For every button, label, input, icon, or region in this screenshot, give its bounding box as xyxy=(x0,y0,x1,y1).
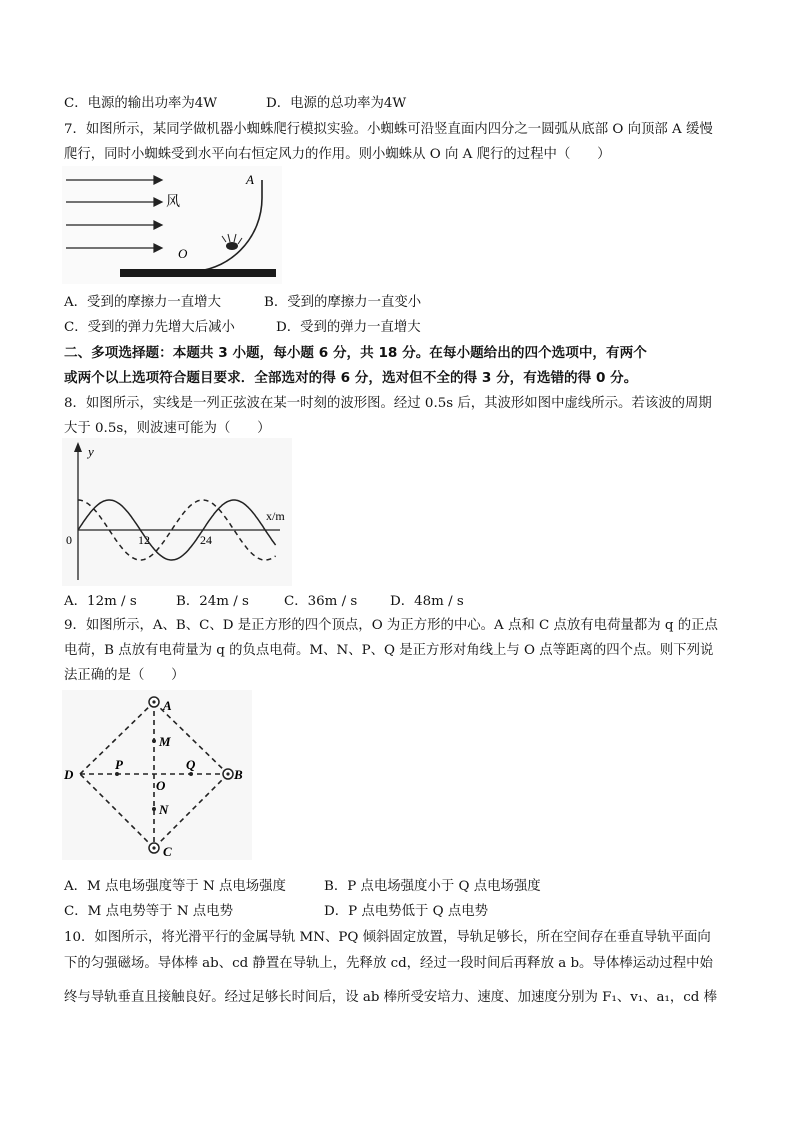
q6-option-c: C．电源的输出功率为4W xyxy=(64,96,218,111)
q9-option-c: C．M 点电势等于 N 点电势 xyxy=(64,904,233,919)
wind-label: 风 xyxy=(166,195,180,210)
q10-stem-line2: 下的匀强磁场。导体棒 ab、cd 静置在导轨上，先释放 cd，经过一段时间后再释放 a b。导体棒运动过程中始 xyxy=(64,956,713,971)
label-m: M xyxy=(159,734,171,749)
label-d: D xyxy=(64,767,74,782)
ground-bar xyxy=(120,269,276,277)
point-m-dot xyxy=(152,739,156,743)
q6-option-d: D．电源的总功率为4W xyxy=(266,96,407,111)
x-axis-label: x/m xyxy=(266,509,285,523)
tick-label-24: 24 xyxy=(200,533,212,547)
q10-stem-line1: 10．如图所示，将光滑平行的金属导轨 MN、PQ 倾斜固定放置，导轨足够长，所在空间存在垂直导轨平面向 xyxy=(64,930,711,945)
label-n: N xyxy=(159,802,169,817)
q7-figure-spider-arc xyxy=(62,166,282,284)
section2-header-line1: 二、多项选择题：本题共 3 小题，每小题 6 分，共 18 分。在每小题给出的四个选项中，有两个 xyxy=(64,345,647,361)
q7-option-c: C．受到的弹力先增大后减小 xyxy=(64,320,235,335)
point-p-dot xyxy=(115,772,119,776)
q9-option-a: A．M 点电场强度等于 N 点电场强度 xyxy=(64,879,286,894)
q8-stem-line1: 8．如图所示，实线是一列正弦波在某一时刻的波形图。经过 0.5s 后，其波形如图中虚线所示。若该波的周期 xyxy=(64,396,712,411)
point-a-label: A xyxy=(246,172,254,187)
q9-option-b: B．P 点电场强度小于 Q 点电场强度 xyxy=(324,879,541,894)
origin-label: 0 xyxy=(66,533,72,547)
label-o: O xyxy=(156,778,166,793)
point-q-dot xyxy=(189,772,193,776)
label-q: Q xyxy=(186,757,196,772)
point-o-label: O xyxy=(178,246,188,261)
q7-stem-line1: 7．如图所示，某同学做机器小蜘蛛爬行模拟实验。小蜘蛛可沿竖直面内四分之一圆弧从底部 O 向顶部 A 缓慢 xyxy=(64,122,713,137)
q9-stem-line2: 电荷，B 点放有电荷量为 q 的负点电荷。M、N、P、Q 是正方形对角线上与 O 点等距离的四个点。则下列说 xyxy=(64,643,714,658)
label-a: A xyxy=(163,698,172,713)
label-c: C xyxy=(163,844,172,859)
q8-option-c: C．36m / s xyxy=(284,594,358,609)
q7-option-a: A．受到的摩擦力一直增大 xyxy=(64,295,221,310)
charge-a-icon xyxy=(149,697,159,707)
section2-header-line2: 或两个以上选项符合题目要求．全部选对的得 6 分，选对但不全的得 3 分，有选错的得 0 分。 xyxy=(64,370,638,386)
charge-c-icon xyxy=(149,843,159,853)
q9-figure-square-charges xyxy=(62,690,252,860)
q8-figure-wave-graph xyxy=(62,438,292,586)
q8-stem-line2: 大于 0.5s，则波速可能为（ ） xyxy=(64,421,271,436)
y-axis-label: y xyxy=(88,444,94,459)
label-b: B xyxy=(234,767,243,782)
q9-stem-line3: 法正确的是（ ） xyxy=(64,668,185,683)
q8-option-b: B．24m / s xyxy=(176,594,249,609)
charge-b-icon xyxy=(223,769,233,779)
q9-stem-line1: 9．如图所示，A、B、C、D 是正方形的四个顶点，O 为正方形的中心。A 点和 C 点放有电荷量都为 q 的正点 xyxy=(64,618,718,633)
q8-option-a: A．12m / s xyxy=(64,594,137,609)
q9-option-d: D．P 点电势低于 Q 点电势 xyxy=(324,904,489,919)
q7-option-b: B．受到的摩擦力一直变小 xyxy=(264,295,422,310)
point-n-dot xyxy=(152,807,156,811)
q8-option-d: D．48m / s xyxy=(390,594,464,609)
q7-option-d: D．受到的弹力一直增大 xyxy=(276,320,421,335)
label-p: P xyxy=(115,757,123,772)
tick-label-12: 12 xyxy=(138,533,150,547)
q7-stem-line2: 爬行，同时小蜘蛛受到水平向右恒定风力的作用。则小蜘蛛从 O 向 A 爬行的过程中（ ） xyxy=(64,147,611,162)
q10-stem-line3: 终与导轨垂直且接触良好。经过足够长时间后，设 ab 棒所受安培力、速度、加速度分别为 F₁、v₁、a₁，cd 棒 xyxy=(64,990,717,1005)
